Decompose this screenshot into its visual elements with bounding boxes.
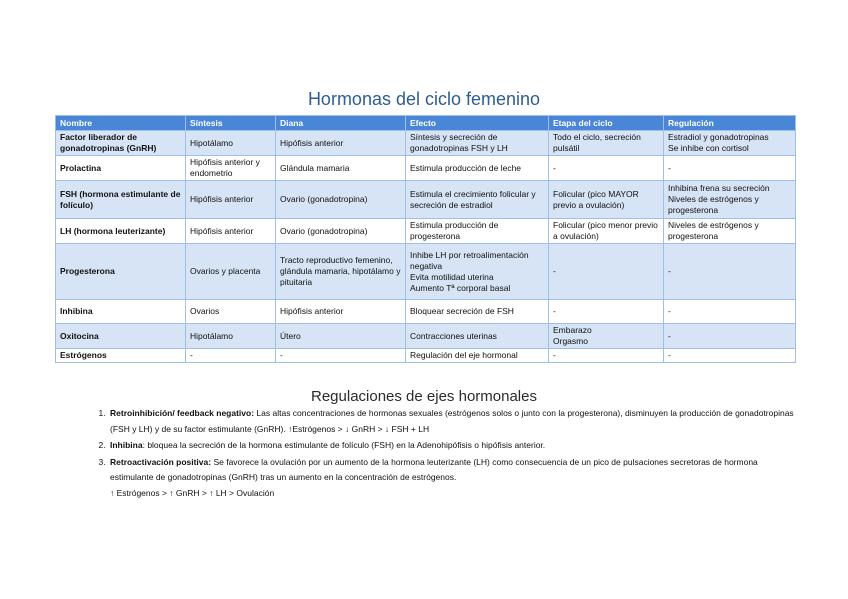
cell-regulacion: - — [664, 156, 796, 181]
cell-nombre: LH (hormona leuterizante) — [56, 219, 186, 244]
cell-diana: Ovario (gonadotropina) — [276, 181, 406, 219]
cell-regulacion: Estradiol y gonadotropinas Se inhibe con cortisol — [664, 131, 796, 156]
cell-efecto: Estimula producción de leche — [406, 156, 549, 181]
cell-diana: Tracto reproductivo femenino, glándula mamaria, hipotálamo y pituitaria — [276, 244, 406, 300]
table-row — [56, 324, 796, 349]
list-item — [108, 406, 798, 437]
cell-sintesis: Hipotálamo — [186, 131, 276, 156]
cell-etapa: Folicular (pico menor previo a ovulación) — [549, 219, 664, 244]
regulation-label: Retroinhibición/ feedback negativo: — [110, 408, 255, 418]
cell-diana: Útero — [276, 324, 406, 349]
page-title: Hormonas del ciclo femenino — [307, 89, 541, 109]
table-header-row — [56, 116, 796, 131]
cell-efecto: Estimula el crecimiento folicular y secreción de estradiol — [406, 181, 549, 219]
regulation-text: Se favorece la ovulación por un aumento de la hormona leuterizante (LH) como consecuencia de un pico de pulsaciones secretoras de hormona estimulante de gonadotropinas (GnRH) tras un aumento en la concentración de estrógenos. — [110, 456, 758, 482]
cell-etapa: - — [549, 244, 664, 300]
cell-diana: Hipófisis anterior — [276, 131, 406, 156]
cell-efecto: Inhibe LH por retroalimentación negativa Evita motilidad uterina Aumento Tª corporal basal — [406, 244, 549, 300]
cell-efecto: Contracciones uterinas — [406, 324, 549, 349]
cell-nombre: Factor liberador de gonadotropinas (GnRH) — [56, 131, 186, 156]
regulation-formula: ↑ Estrógenos > ↑ GnRH > ↑ LH > Ovulación — [110, 487, 275, 498]
cell-sintesis: Ovarios y placenta — [186, 244, 276, 300]
regulation-label: Inhibina — [110, 440, 143, 450]
cell-nombre: FSH (hormona estimulante de folículo) — [56, 181, 186, 219]
cell-efecto: Bloquear secreción de FSH — [406, 300, 549, 324]
table-row — [56, 156, 796, 181]
cell-etapa: - — [549, 156, 664, 181]
regulations-list — [84, 406, 798, 502]
cell-etapa: Folicular (pico MAYOR previo a ovulación) — [549, 181, 664, 219]
cell-nombre: Prolactina — [56, 156, 186, 181]
cell-regulacion: - — [664, 324, 796, 349]
cell-regulacion: - — [664, 300, 796, 324]
table-row — [56, 244, 796, 300]
list-item — [108, 438, 798, 454]
regulations-title: Regulaciones de ejes hormonales — [311, 388, 537, 405]
cell-nombre: Estrógenos — [56, 349, 186, 363]
cell-efecto: Estimula producción de progesterona — [406, 219, 549, 244]
list-item — [108, 455, 798, 502]
column-header-regulacion: Regulación — [664, 116, 796, 131]
column-header-efecto: Efecto — [406, 116, 549, 131]
cell-sintesis: Hipófisis anterior — [186, 181, 276, 219]
cell-sintesis: Hipotálamo — [186, 324, 276, 349]
cell-nombre: Oxitocina — [56, 324, 186, 349]
cell-regulacion: - — [664, 349, 796, 363]
table-row — [56, 349, 796, 363]
table-row — [56, 300, 796, 324]
cell-diana: - — [276, 349, 406, 363]
cell-diana: Hipófisis anterior — [276, 300, 406, 324]
cell-regulacion: - — [664, 244, 796, 300]
cell-etapa: - — [549, 300, 664, 324]
regulation-label: Retroactivación positiva: — [110, 456, 212, 467]
cell-sintesis: Hipófisis anterior y endometrio — [186, 156, 276, 181]
column-header-diana: Diana — [276, 116, 406, 131]
table-row — [56, 219, 796, 244]
hormones-table — [55, 115, 796, 363]
cell-nombre: Progesterona — [56, 244, 186, 300]
cell-sintesis: Hipófisis anterior — [186, 219, 276, 244]
cell-diana: Glándula mamaria — [276, 156, 406, 181]
table-row — [56, 131, 796, 156]
cell-diana: Ovario (gonadotropina) — [276, 219, 406, 244]
cell-sintesis: Ovarios — [186, 300, 276, 324]
cell-sintesis: - — [186, 349, 276, 363]
cell-etapa: - — [549, 349, 664, 363]
cell-efecto: Síntesis y secreción de gonadotropinas FSH y LH — [406, 131, 549, 156]
cell-efecto: Regulación del eje hormonal — [406, 349, 549, 363]
column-header-etapa: Etapa del ciclo — [549, 116, 664, 131]
cell-regulacion: Niveles de estrógenos y progesterona — [664, 219, 796, 244]
cell-etapa: Todo el ciclo, secreción pulsátil — [549, 131, 664, 156]
regulation-text: Las altas concentraciones de hormonas sexuales (estrógenos solos o junto con la progesterona), disminuyen la producción de gonadotropinas (FSH y LH) y de su factor estimulante (GnRH). ↑Estrógenos > ↓ GnRH > ↓ FSH + LH — [110, 408, 794, 434]
table-row — [56, 181, 796, 219]
cell-regulacion: Inhibina frena su secreción Niveles de estrógenos y progesterona — [664, 181, 796, 219]
column-header-nombre: Nombre — [56, 116, 186, 131]
column-header-sintesis: Síntesis — [186, 116, 276, 131]
cell-nombre: Inhibina — [56, 300, 186, 324]
cell-etapa: Embarazo Orgasmo — [549, 324, 664, 349]
regulation-text: : bloquea la secreción de la hormona estimulante de folículo (FSH) en la Adenohipófisis o hipófisis anterior. — [142, 440, 546, 450]
